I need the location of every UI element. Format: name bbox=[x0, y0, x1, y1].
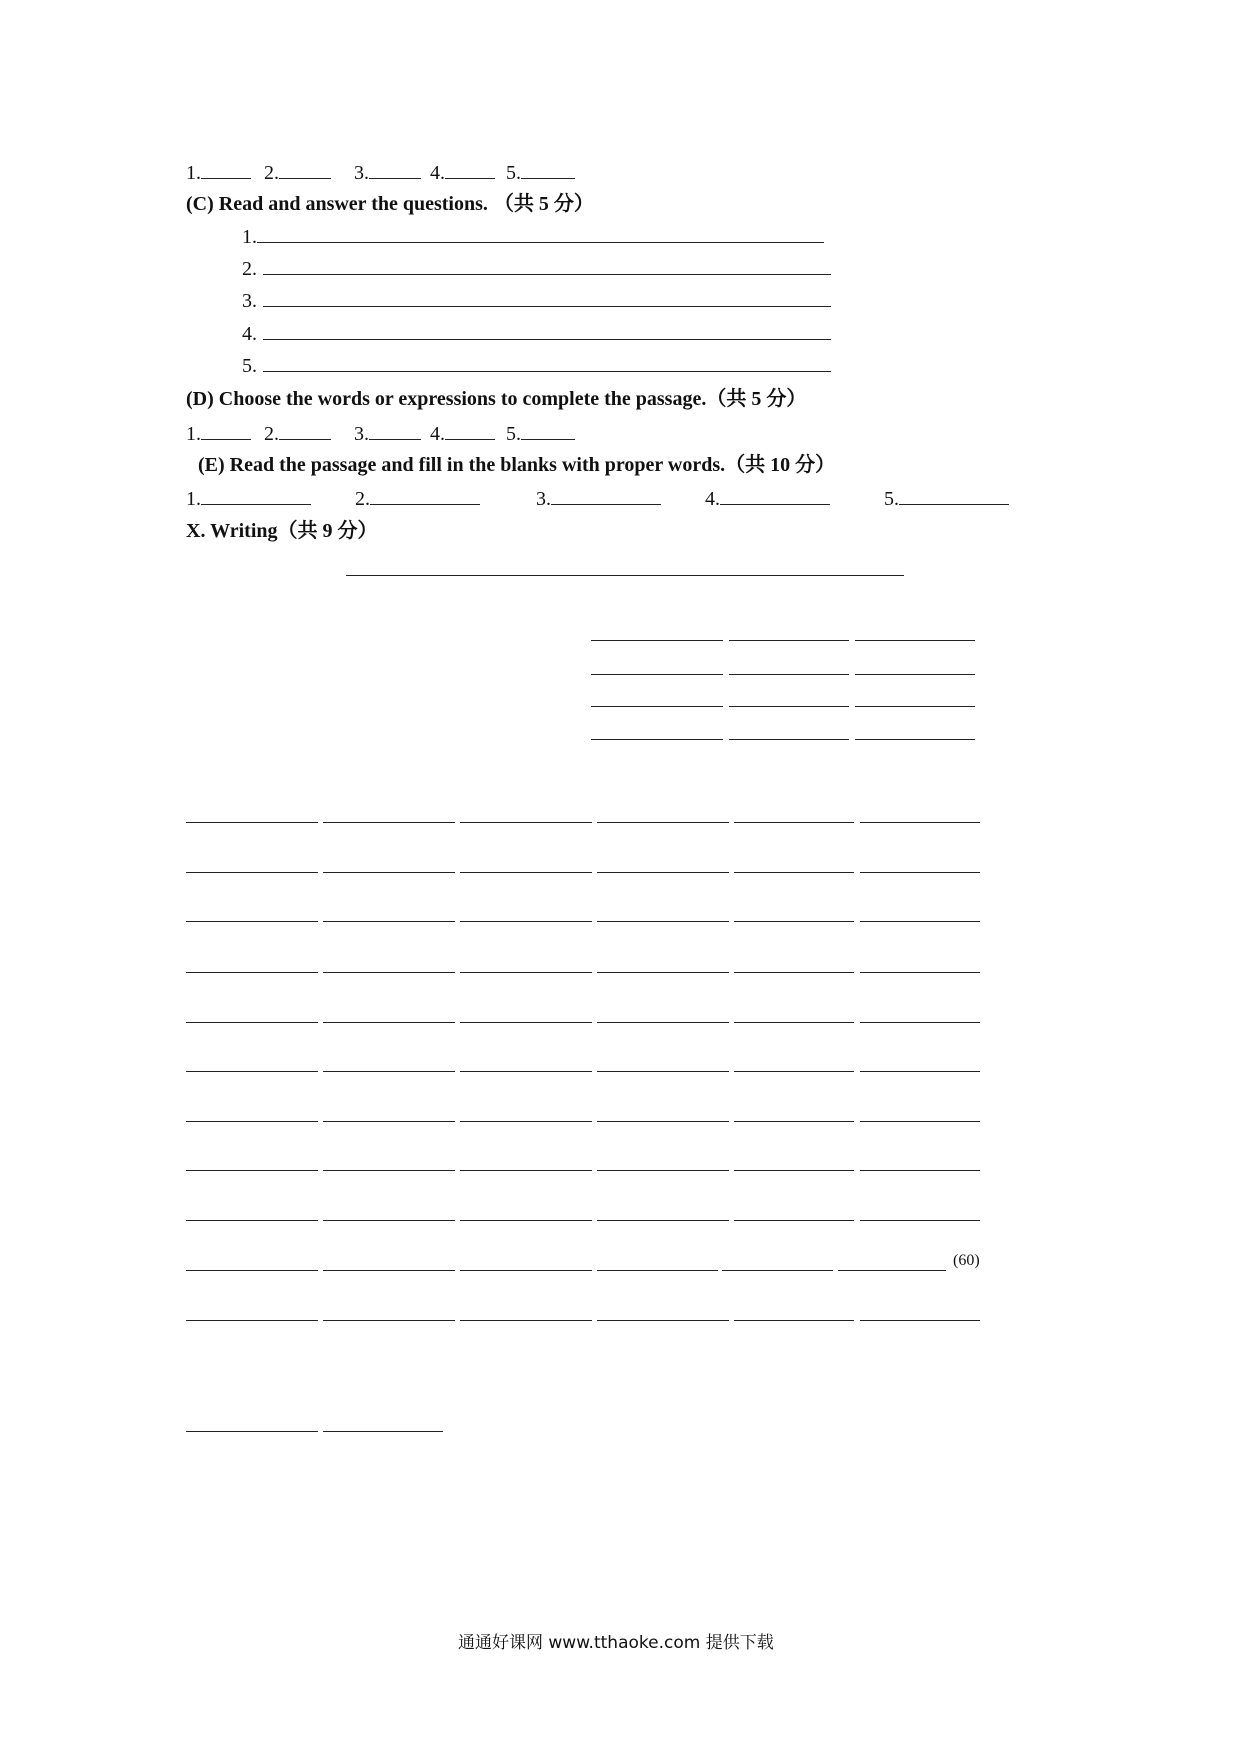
section-e-heading bbox=[198, 453, 835, 477]
section-c-answer-4 bbox=[242, 321, 831, 346]
row-b-blank-2[interactable] bbox=[279, 160, 331, 179]
writing-line-r5-s1[interactable] bbox=[186, 1022, 318, 1023]
section-c-line-4[interactable] bbox=[263, 321, 831, 340]
section-e-blank-3[interactable] bbox=[551, 486, 661, 505]
writing-line-r2-s6[interactable] bbox=[860, 872, 980, 873]
section-x-title: X. Writing bbox=[186, 520, 278, 542]
writing-line-r4-s1[interactable] bbox=[186, 972, 318, 973]
section-d-blank-2[interactable] bbox=[279, 421, 331, 440]
writing-line-r5-s6[interactable] bbox=[860, 1022, 980, 1023]
writing-line-r10-s6[interactable] bbox=[838, 1270, 946, 1271]
writing-line-r1-s1[interactable] bbox=[186, 822, 318, 823]
section-c-title: (C) Read and answer the questions. bbox=[186, 193, 488, 215]
writing-line-r8-s3[interactable] bbox=[460, 1170, 592, 1171]
row-b-num-3: 3. bbox=[354, 162, 369, 184]
writing-line-last-s2[interactable] bbox=[323, 1431, 443, 1432]
writing-line-r4-s2[interactable] bbox=[323, 972, 455, 973]
section-e-title: (E) Read the passage and fill in the blanks with proper words. bbox=[198, 454, 726, 476]
writing-line-top-r3-s3[interactable] bbox=[855, 706, 975, 707]
writing-line-r9-s6[interactable] bbox=[860, 1220, 980, 1221]
section-e-blank-1[interactable] bbox=[201, 486, 311, 505]
section-x-heading bbox=[186, 519, 378, 543]
writing-line-r2-s1[interactable] bbox=[186, 872, 318, 873]
writing-line-r1-s6[interactable] bbox=[860, 822, 980, 823]
section-e-num-5: 5. bbox=[884, 488, 899, 510]
writing-line-r9-s1[interactable] bbox=[186, 1220, 318, 1221]
section-c-num-2: 2. bbox=[242, 258, 257, 280]
writing-line-r1-s3[interactable] bbox=[460, 822, 592, 823]
writing-line-r5-s3[interactable] bbox=[460, 1022, 592, 1023]
writing-line-r6-s5[interactable] bbox=[734, 1071, 854, 1072]
section-x-score: （共 9 分） bbox=[277, 520, 378, 542]
section-c-answer-2 bbox=[242, 256, 831, 281]
writing-line-r4-s4[interactable] bbox=[597, 972, 729, 973]
writing-line-r9-s2[interactable] bbox=[323, 1220, 455, 1221]
row-b-blank-3[interactable] bbox=[369, 160, 421, 179]
section-d-blank-1[interactable] bbox=[201, 421, 251, 440]
writing-line-r11-s5[interactable] bbox=[734, 1320, 854, 1321]
writing-line-r1-s5[interactable] bbox=[734, 822, 854, 823]
section-c-num-5: 5. bbox=[242, 355, 257, 377]
writing-line-r3-s4[interactable] bbox=[597, 921, 729, 922]
writing-line-top-r1-s1[interactable] bbox=[591, 640, 723, 641]
writing-line-r2-s5[interactable] bbox=[734, 872, 854, 873]
section-c-line-3[interactable] bbox=[263, 288, 831, 307]
writing-line-r10-s1[interactable] bbox=[186, 1270, 318, 1271]
writing-line-top-r3-s1[interactable] bbox=[591, 706, 723, 707]
writing-title-line[interactable] bbox=[346, 575, 904, 576]
section-c-num-1: 1. bbox=[242, 226, 257, 248]
writing-line-r11-s6[interactable] bbox=[860, 1320, 980, 1321]
writing-line-r9-s5[interactable] bbox=[734, 1220, 854, 1221]
row-b-blank-5[interactable] bbox=[521, 160, 575, 179]
section-c-answer-5 bbox=[242, 353, 831, 378]
writing-line-r3-s2[interactable] bbox=[323, 921, 455, 922]
writing-line-r6-s1[interactable] bbox=[186, 1071, 318, 1072]
section-c-num-4: 4. bbox=[242, 323, 257, 345]
section-d-heading bbox=[186, 387, 806, 411]
writing-line-r11-s3[interactable] bbox=[460, 1320, 592, 1321]
section-c-answer-3 bbox=[242, 288, 831, 313]
writing-line-r7-s2[interactable] bbox=[323, 1121, 455, 1122]
section-d-blank-3[interactable] bbox=[369, 421, 421, 440]
word-count-marker: (60) bbox=[953, 1252, 980, 1269]
section-d-score: （共 5 分） bbox=[706, 388, 807, 410]
writing-line-r9-s4[interactable] bbox=[597, 1220, 729, 1221]
section-e-answer-5 bbox=[884, 486, 1009, 511]
writing-line-r7-s1[interactable] bbox=[186, 1121, 318, 1122]
writing-line-top-r2-s3[interactable] bbox=[855, 674, 975, 675]
writing-line-r11-s4[interactable] bbox=[597, 1320, 729, 1321]
writing-line-r4-s3[interactable] bbox=[460, 972, 592, 973]
section-c-line-2[interactable] bbox=[263, 256, 831, 275]
writing-line-r5-s5[interactable] bbox=[734, 1022, 854, 1023]
section-d-answers bbox=[186, 421, 575, 446]
section-e-blank-5[interactable] bbox=[899, 486, 1009, 505]
row-b-num-1: 1. bbox=[186, 162, 201, 184]
writing-line-r2-s3[interactable] bbox=[460, 872, 592, 873]
row-b-num-5: 5. bbox=[506, 162, 521, 184]
writing-line-r8-s4[interactable] bbox=[597, 1170, 729, 1171]
row-b-answers bbox=[186, 160, 575, 185]
writing-line-r10-s2[interactable] bbox=[323, 1270, 455, 1271]
writing-line-r8-s2[interactable] bbox=[323, 1170, 455, 1171]
writing-line-top-r4-s2[interactable] bbox=[729, 739, 849, 740]
writing-line-r6-s2[interactable] bbox=[323, 1071, 455, 1072]
section-c-answer-1 bbox=[242, 224, 824, 249]
writing-line-top-r1-s3[interactable] bbox=[855, 640, 975, 641]
section-d-num-5: 5. bbox=[506, 423, 521, 445]
writing-line-r2-s2[interactable] bbox=[323, 872, 455, 873]
writing-line-r6-s6[interactable] bbox=[860, 1071, 980, 1072]
writing-line-r1-s2[interactable] bbox=[323, 822, 455, 823]
writing-line-r10-s3[interactable] bbox=[460, 1270, 592, 1271]
section-d-blank-4[interactable] bbox=[445, 421, 495, 440]
writing-line-top-r4-s1[interactable] bbox=[591, 739, 723, 740]
section-e-num-1: 1. bbox=[186, 488, 201, 510]
section-e-num-2: 2. bbox=[355, 488, 370, 510]
writing-line-r2-s4[interactable] bbox=[597, 872, 729, 873]
writing-line-r5-s2[interactable] bbox=[323, 1022, 455, 1023]
writing-line-r7-s5[interactable] bbox=[734, 1121, 854, 1122]
row-b-num-2: 2. bbox=[264, 162, 279, 184]
section-e-answer-3 bbox=[536, 486, 661, 511]
section-c-heading bbox=[186, 192, 594, 216]
section-e-answer-4 bbox=[705, 486, 830, 511]
writing-line-r6-s4[interactable] bbox=[597, 1071, 729, 1072]
section-e-blank-2[interactable] bbox=[370, 486, 480, 505]
section-c-num-3: 3. bbox=[242, 290, 257, 312]
writing-line-r4-s5[interactable] bbox=[734, 972, 854, 973]
writing-line-r10-s5[interactable] bbox=[722, 1270, 833, 1271]
section-d-title: (D) Choose the words or expressions to complete the passage. bbox=[186, 388, 707, 410]
section-d-num-2: 2. bbox=[264, 423, 279, 445]
writing-line-r3-s1[interactable] bbox=[186, 921, 318, 922]
writing-line-r3-s5[interactable] bbox=[734, 921, 854, 922]
writing-line-top-r2-s1[interactable] bbox=[591, 674, 723, 675]
section-e-answer-2 bbox=[355, 486, 480, 511]
writing-line-r10-s4[interactable] bbox=[597, 1270, 718, 1271]
section-e-answer-1 bbox=[186, 486, 311, 511]
row-b-blank-4[interactable] bbox=[445, 160, 495, 179]
writing-line-r7-s6[interactable] bbox=[860, 1121, 980, 1122]
writing-line-top-r3-s2[interactable] bbox=[729, 706, 849, 707]
writing-line-r9-s3[interactable] bbox=[460, 1220, 592, 1221]
writing-line-r3-s6[interactable] bbox=[860, 921, 980, 922]
section-c-line-1[interactable] bbox=[257, 224, 824, 243]
writing-line-last-s1[interactable] bbox=[186, 1431, 318, 1432]
section-c-line-5[interactable] bbox=[263, 353, 831, 372]
writing-line-top-r2-s2[interactable] bbox=[729, 674, 849, 675]
writing-line-r8-s1[interactable] bbox=[186, 1170, 318, 1171]
row-b-blank-1[interactable] bbox=[201, 160, 251, 179]
row-b-num-4: 4. bbox=[430, 162, 445, 184]
writing-line-r8-s5[interactable] bbox=[734, 1170, 854, 1171]
writing-line-r7-s3[interactable] bbox=[460, 1121, 592, 1122]
writing-line-r11-s2[interactable] bbox=[323, 1320, 455, 1321]
writing-line-r5-s4[interactable] bbox=[597, 1022, 729, 1023]
section-d-num-4: 4. bbox=[430, 423, 445, 445]
writing-line-r8-s6[interactable] bbox=[860, 1170, 980, 1171]
section-e-num-3: 3. bbox=[536, 488, 551, 510]
writing-line-r6-s3[interactable] bbox=[460, 1071, 592, 1072]
section-d-blank-5[interactable] bbox=[521, 421, 575, 440]
writing-line-r7-s4[interactable] bbox=[597, 1121, 729, 1122]
section-e-score: （共 10 分） bbox=[725, 454, 836, 476]
section-c-score: （共 5 分） bbox=[493, 193, 594, 215]
writing-line-top-r1-s2[interactable] bbox=[729, 640, 849, 641]
section-e-blank-4[interactable] bbox=[720, 486, 830, 505]
section-e-num-4: 4. bbox=[705, 488, 720, 510]
writing-line-top-r4-s3[interactable] bbox=[855, 739, 975, 740]
writing-line-r11-s1[interactable] bbox=[186, 1320, 318, 1321]
section-d-num-3: 3. bbox=[354, 423, 369, 445]
writing-line-r4-s6[interactable] bbox=[860, 972, 980, 973]
writing-line-r1-s4[interactable] bbox=[597, 822, 729, 823]
writing-line-r3-s3[interactable] bbox=[460, 921, 592, 922]
section-d-num-1: 1. bbox=[186, 423, 201, 445]
footer-credit: 通通好课网 www.tthaoke.com 提供下载 bbox=[458, 1633, 774, 1653]
